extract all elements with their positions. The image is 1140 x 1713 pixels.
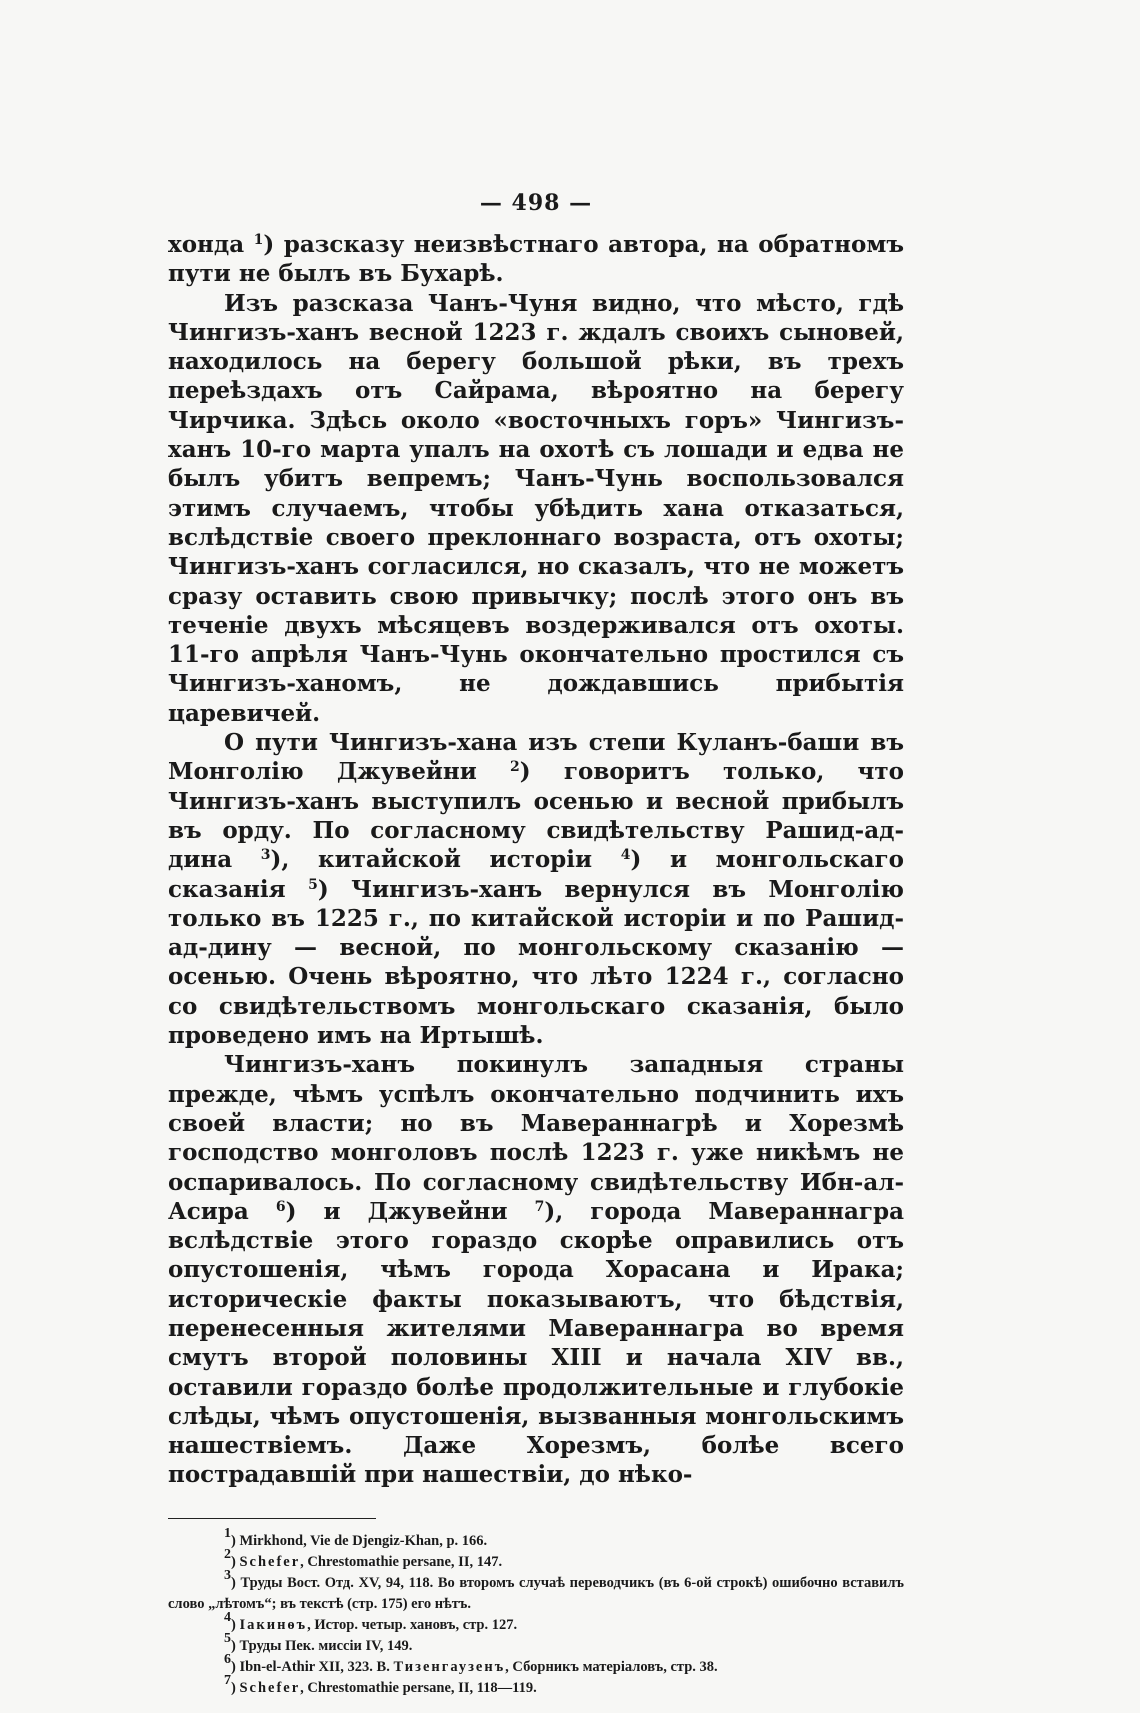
footnote-separator: ) <box>231 1553 240 1570</box>
footnote-number: 4 <box>224 1609 231 1625</box>
footnote-ref: 4 <box>620 847 631 864</box>
footnote-ref: 2 <box>510 759 520 776</box>
text-run: О пути Чингизъ-хана изъ степи Куланъ-баши въ Монголію Джувейни <box>168 729 904 786</box>
text-run: ) Труды Пек. миссіи IV, 149. <box>231 1637 413 1654</box>
page-number: — 498 — <box>479 190 593 216</box>
text-run: , Истор. четыр. хановъ, стр. 127. <box>307 1616 518 1633</box>
footnote-number: 6 <box>224 1651 231 1667</box>
text-run: , Сборникъ матеріаловъ, стр. 38. <box>505 1658 718 1675</box>
author-name: Schefer <box>239 1553 301 1570</box>
text-run: хонда <box>168 231 254 258</box>
footnote <box>168 1630 904 1657</box>
footnote-number: 2 <box>224 1546 231 1562</box>
text-run: ) говоритъ только, что Чингизъ-ханъ выступилъ осенью и весной прибылъ въ орду. По согласному свидѣтельству Рашид-ад-дина <box>168 758 904 874</box>
text-run: ) Mirkhond, Vie de Djengiz-Khan, p. 166. <box>231 1532 488 1549</box>
text-run: Чингизъ-ханъ покинулъ западныя страны прежде, чѣмъ успѣлъ окончательно подчинить ихъ своей власти; но въ Мавераннагрѣ и Хорезмѣ господство монголовъ послѣ 1223 г. уже никѣмъ не оспаривалось. По согласному свидѣтельству Ибн-ал-Асира <box>168 1051 904 1225</box>
text-run: ), китайской исторіи <box>270 846 621 874</box>
paragraph <box>168 289 904 728</box>
footnote <box>168 1567 904 1615</box>
footnote-ref: 1 <box>253 232 264 248</box>
footnote-ref: 6 <box>275 1198 286 1215</box>
footnote-separator: ) <box>231 1616 240 1633</box>
footnote-number: 5 <box>224 1630 231 1646</box>
footnote-ref: 5 <box>308 876 318 893</box>
footnote-number: 7 <box>224 1672 231 1688</box>
paragraph <box>168 230 904 289</box>
text-run: ) разсказу неизвѣстнаго автора, на обратномъ пути не былъ въ Бухарѣ. <box>168 231 904 288</box>
footnote-ref: 7 <box>534 1198 545 1215</box>
text-run: ) Труды Вост. Отд. XV, 94, 118. Во второмъ случаѣ переводчикъ (въ 6-ой строкѣ) ошибочно вставилъ слово „лѣтомъ“; въ текстѣ (стр. 175) его нѣтъ. <box>168 1574 904 1612</box>
text-run: ) Ibn-el-Athir XII, 323. В. <box>231 1658 394 1675</box>
paragraph <box>168 728 904 1050</box>
footnote <box>168 1525 904 1552</box>
footnote <box>168 1609 904 1636</box>
footnote <box>168 1651 904 1678</box>
footnote-divider <box>168 1518 376 1519</box>
author-name: Іакинѳъ <box>239 1616 308 1633</box>
text-run: ), города Мавераннагра вслѣдствіе этого гораздо скорѣе оправились отъ опустошенія, чѣмъ города Хорасана и Ирака; историческіе факты показываютъ, что бѣдствія, перенесенныя жителями Мавераннагра во время смутъ второй половины XIII и начала XIV вв., оставили гораздо болѣе продолжительные и глубокіе слѣды, чѣмъ опустошенія, вызванныя монгольскимъ нашествіемъ. Даже Хорезмъ, болѣе всего пострадавшій при нашествіи, до нѣко- <box>168 1197 905 1489</box>
text-run: , Chrestomathie persane, II, 147. <box>300 1553 503 1570</box>
footnote-number: 1 <box>224 1525 231 1541</box>
footnote-number: 3 <box>224 1567 231 1583</box>
text-run: Изъ разсказа Чанъ-Чуня видно, что мѣсто, гдѣ Чингизъ-ханъ весной 1223 г. ждалъ своихъ сыновей, находилось на берегу большой рѣки, въ трехъ переѣздахъ отъ Сайрама, вѣроятно на берегу Чирчика. Здѣсь около «восточныхъ горъ» Чингизъ-ханъ 10-го марта упалъ на охотѣ съ лошади и едва не былъ убитъ вепремъ; Чанъ-Чунь воспользовался этимъ случаемъ, чтобы убѣдить хана отказаться, вслѣдствіе своего преклоннаго возраста, отъ охоты; Чингизъ-ханъ согласился, но сказалъ, что не можетъ сразу оставить свою привычку; послѣ этого онъ въ теченіе двухъ мѣсяцевъ воздерживался отъ охоты. 11-го апрѣля Чанъ-Чунь окончательно простился съ Чингизъ-ханомъ, не дождавшись прибытія царевичей. <box>168 289 904 727</box>
footnote-separator: ) <box>231 1679 240 1696</box>
footnote <box>168 1546 904 1573</box>
text-run: ) и монгольскаго сказанія <box>168 846 904 903</box>
footnote-ref: 3 <box>260 847 271 864</box>
body-text <box>168 230 904 1490</box>
document-page <box>168 190 904 1699</box>
footnote <box>168 1672 904 1699</box>
paragraph <box>168 1050 904 1489</box>
footnotes <box>168 1525 904 1699</box>
text-run: ) Чингизъ-ханъ вернулся въ Монголію только въ 1225 г., по китайской исторіи и по Рашид-ад-дину — весной, по монгольскому сказанію — осенью. Очень вѣроятно, что лѣто 1224 г., согласно со свидѣтельствомъ монгольскаго сказанія, было проведено имъ на Иртышѣ. <box>168 875 904 1050</box>
text-run: ) и Джувейни <box>285 1197 535 1225</box>
author-name: Schefer <box>239 1679 301 1696</box>
text-run: , Chrestomathie persane, II, 118—119. <box>300 1679 537 1696</box>
author-name: Тизенгаузенъ <box>393 1658 506 1675</box>
